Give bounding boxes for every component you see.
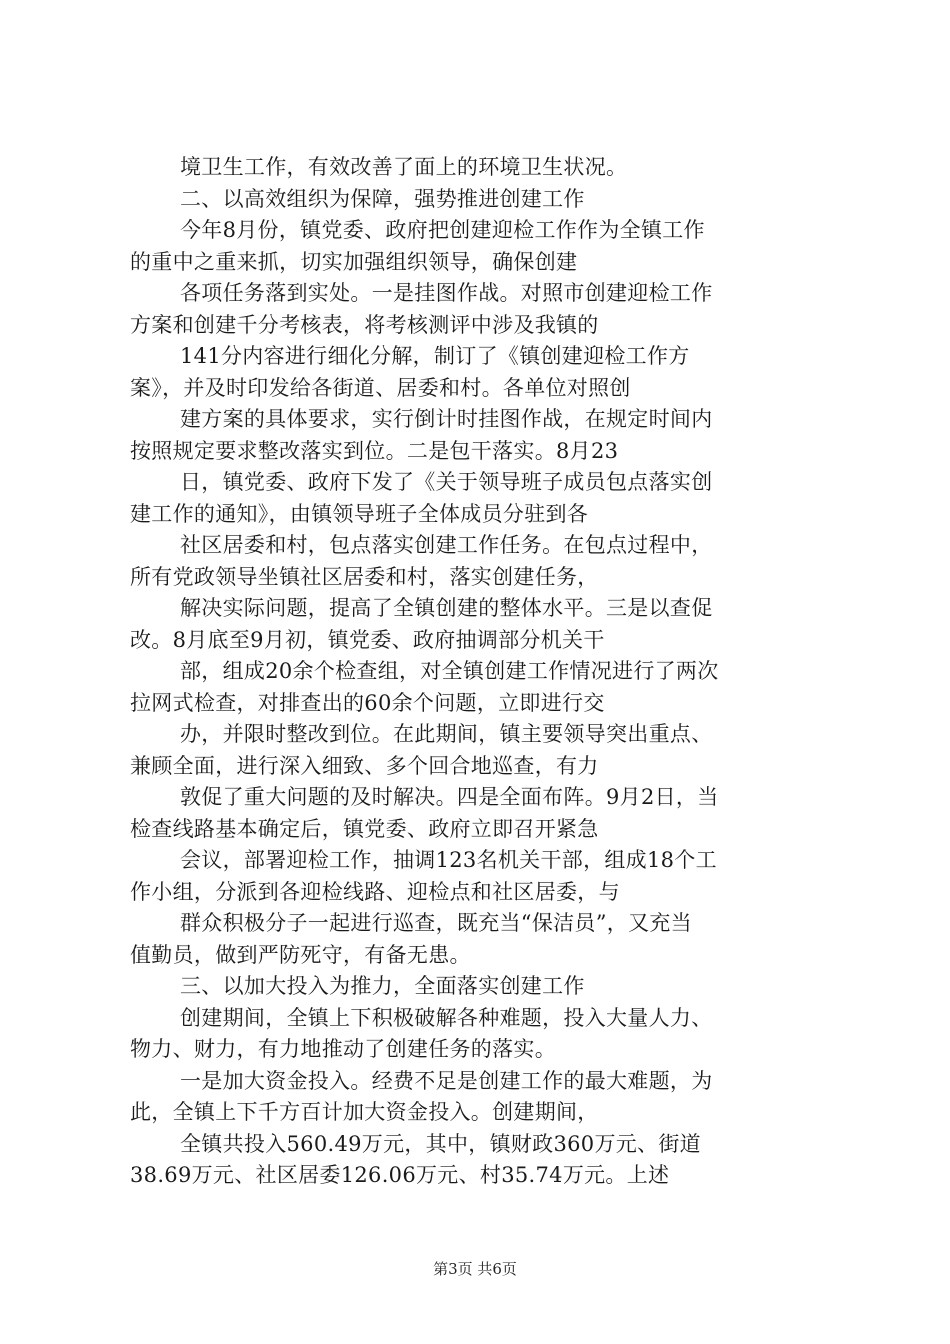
text-line: 的重中之重来抓，切实加强组织领导，确保创建 xyxy=(130,249,578,274)
text-line: 各项任务落到实处。一是挂图作战。对照市创建迎检工作 xyxy=(180,281,713,305)
text-line: 案》，并及时印发给各街道、居委和村。各单位对照创 xyxy=(130,375,631,400)
text-line: 141分内容进行细化分解，制订了《镇创建迎检工作方 xyxy=(180,344,690,368)
section-heading: 二、以高效组织为保障，强势推进创建工作 xyxy=(180,186,585,211)
text-line: 建工作的通知》，由镇领导班子全体成员分驻到各 xyxy=(130,501,589,526)
page-number-footer: 第3页 共6页 xyxy=(433,1260,517,1278)
text-line: 兼顾全面，进行深入细致、多个回合地巡查，有力 xyxy=(130,753,599,778)
text-line: 全镇共投入560.49万元，其中，镇财政360万元、街道 xyxy=(180,1131,701,1156)
text-line: 一是加大资金投入。经费不足是创建工作的最大难题，为 xyxy=(180,1068,713,1093)
body-text xyxy=(130,152,830,1192)
text-line: 值勤员，做到严防死守，有备无患。 xyxy=(130,942,471,967)
text-line: 所有党政领导坐镇社区居委和村，落实创建任务， xyxy=(130,564,599,589)
text-line: 今年8月份，镇党委、政府把创建迎检工作作为全镇工作 xyxy=(180,218,705,242)
text-line: 方案和创建千分考核表，将考核测评中涉及我镇的 xyxy=(130,312,599,337)
text-line: 拉网式检查，对排查出的60余个问题，立即进行交 xyxy=(130,690,605,715)
text-line: 境卫生工作，有效改善了面上的环境卫生状况。 xyxy=(180,155,628,179)
text-line: 检查线路基本确定后，镇党委、政府立即召开紧急 xyxy=(130,816,599,841)
text-line: 建方案的具体要求，实行倒计时挂图作战，在规定时间内 xyxy=(180,407,713,431)
text-line: 按照规定要求整改落实到位。二是包干落实。8月23 xyxy=(130,438,619,463)
text-line: 部，组成20余个检查组，对全镇创建工作情况进行了两次 xyxy=(180,659,719,683)
text-line: 社区居委和村，包点落实创建工作任务。在包点过程中， xyxy=(180,533,713,557)
text-line: 会议，部署迎检工作，抽调123名机关干部，组成18个工 xyxy=(180,848,717,872)
section-heading: 三、以加大投入为推力，全面落实创建工作 xyxy=(180,974,585,998)
text-line: 创建期间，全镇上下积极破解各种难题，投入大量人力、 xyxy=(180,1005,713,1030)
text-line: 作小组，分派到各迎检线路、迎检点和社区居委，与 xyxy=(130,879,620,904)
text-line: 敦促了重大问题的及时解决。四是全面布阵。9月2日，当 xyxy=(180,785,719,809)
text-line: 解决实际问题，提高了全镇创建的整体水平。三是以查促 xyxy=(180,596,713,620)
text-line: 改。8月底至9月初，镇党委、政府抽调部分机关干 xyxy=(130,627,605,652)
text-line: 此，全镇上下千方百计加大资金投入。创建期间， xyxy=(130,1100,599,1124)
text-line: 物力、财力，有力地推动了创建任务的落实。 xyxy=(130,1037,556,1061)
text-line: 38.69万元、社区居委126.06万元、村35.74万元。上述 xyxy=(130,1163,670,1187)
text-line: 日，镇党委、政府下发了《关于领导班子成员包点落实创 xyxy=(180,470,713,494)
text-line: 群众积极分子一起进行巡查，既充当“保洁员”，又充当 xyxy=(180,911,692,935)
text-line: 办，并限时整改到位。在此期间，镇主要领导突出重点、 xyxy=(180,722,713,746)
